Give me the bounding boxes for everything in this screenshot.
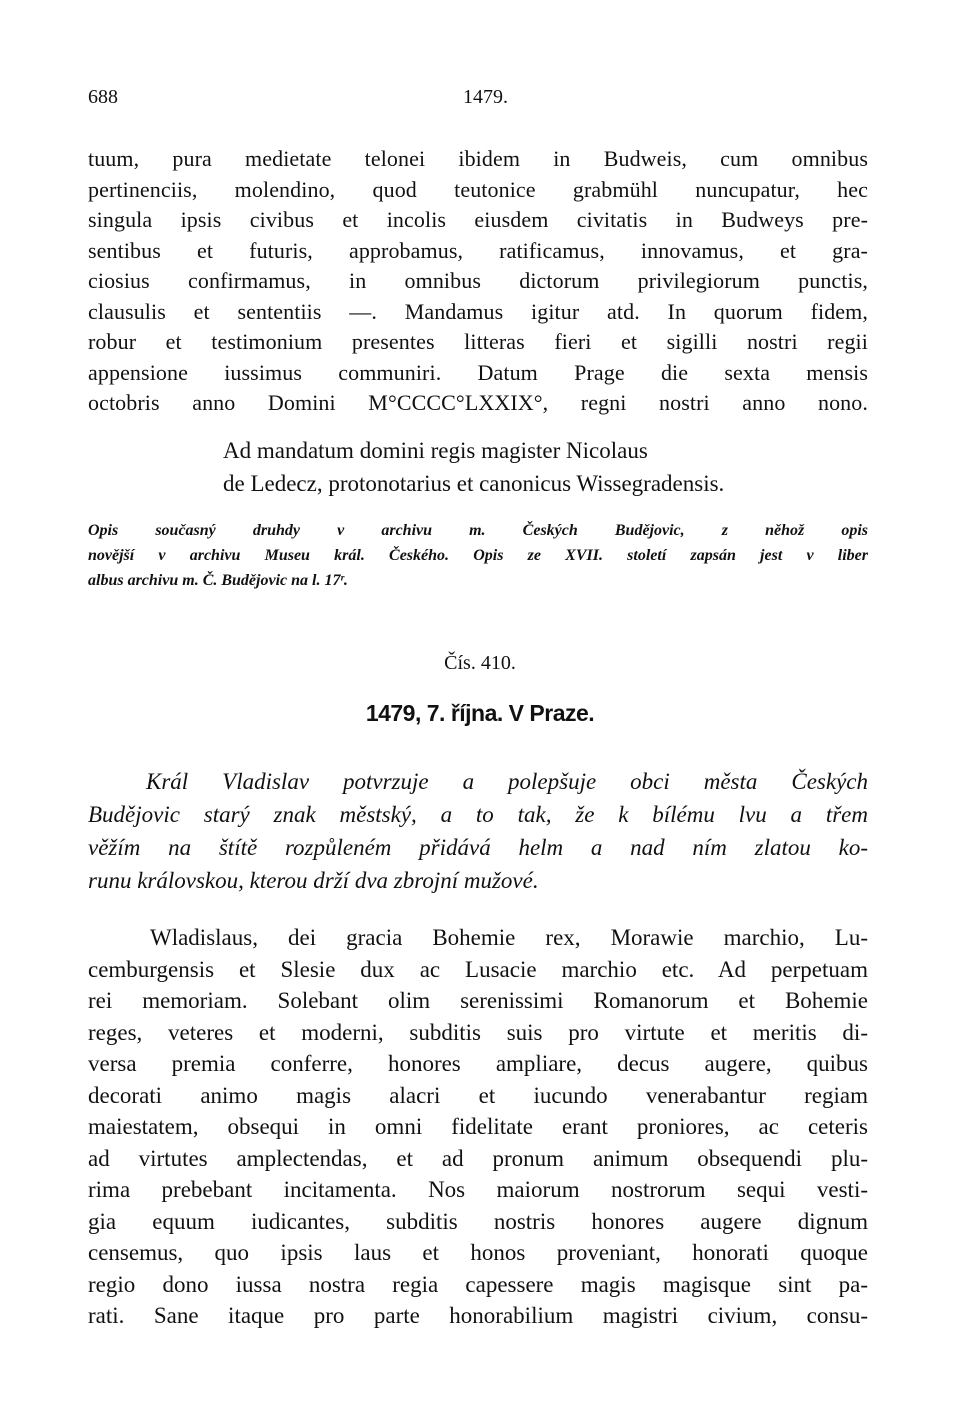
source-note-line: albus archivu m. Č. Budějovic na l. 17ʳ. [88, 572, 348, 589]
previous-document-text [88, 144, 868, 419]
body-line: Wladislaus, dei gracia Bohemie rex, Morawie marchio, Lu- [150, 925, 868, 950]
source-note-line: Opis současný druhdy v archivu m. Českých Budějovic, z něhož opis [88, 522, 868, 539]
running-head-year: 1479. [463, 86, 508, 108]
text-line: sentibus et futuris, approbamus, ratificamus, innovamus, et gra- [88, 237, 868, 263]
body-line: rima prebebant incitamenta. Nos maiorum nostrorum sequi vesti- [88, 1177, 868, 1202]
signature-block [223, 434, 873, 500]
body-line: gia equum iudicantes, subditis nostris honores augere dignum [88, 1208, 868, 1234]
text-line: singula ipsis civibus et incolis eiusdem civitatis in Budweys pre- [88, 207, 868, 232]
body-line: versa premia conferre, honores ampliare, decus augere, quibus [88, 1051, 868, 1076]
document-number: Čís. 410. [444, 652, 516, 674]
body-line: maiestatem, obsequi in omni fidelitate erant proniores, ac ceteris [88, 1114, 868, 1139]
body-line: reges, veteres et moderni, subditis suis pro virtute et meritis di- [88, 1019, 868, 1045]
body-line: regio dono iussa nostra regia capessere magis magisque sint pa- [88, 1271, 868, 1297]
page-number: 688 [88, 86, 118, 108]
body-line: ad virtutes amplectendas, et ad pronum animum obsequendi plu- [88, 1145, 868, 1171]
body-line: rati. Sane itaque pro parte honorabilium magistri civium, consu- [88, 1303, 868, 1328]
regest-line: Budějovic starý znak městský, a to tak, že k bílému lvu a třem [88, 802, 868, 827]
text-line: appensione iussimus communiri. Datum Prage die sexta mensis [88, 359, 868, 385]
body-line: cemburgensis et Slesie dux ac Lusacie marchio etc. Ad perpetuam [88, 956, 868, 982]
regest-line: runu královskou, kterou drží dva zbrojní mužové. [88, 868, 539, 893]
body-line: decorati animo magis alacri et iucundo venerabantur regiam [88, 1082, 868, 1108]
body-line: censemus, quo ipsis laus et honos proveniant, honorati quoque [88, 1240, 868, 1265]
text-line: ciosius confirmamus, in omnibus dictorum privilegiorum punctis, [88, 268, 868, 293]
regest-line: věžím na štítě rozpůleném přidává helm a nad ním zlatou ko- [88, 835, 868, 860]
running-head [88, 86, 868, 116]
signature-line: Ad mandatum domini regis magister Nicolaus [223, 438, 648, 463]
body-line: rei memoriam. Solebant olim serenissimi Romanorum et Bohemie [88, 988, 868, 1013]
regest [88, 765, 868, 897]
source-note [88, 518, 868, 593]
signature-line: de Ledecz, protonotarius et canonicus Wissegradensis. [223, 471, 725, 496]
text-line: tuum, pura medietate telonei ibidem in Budweis, cum omnibus [88, 146, 868, 171]
text-line: robur et testimonium presentes litteras fieri et sigilli nostri regii [88, 329, 868, 354]
text-line: pertinenciis, molendino, quod teutonice grabmühl nuncupatur, hec [88, 176, 868, 202]
source-note-line: novější v archivu Museu král. Českého. Opis ze XVII. století zapsán jest v liber [88, 547, 868, 564]
text-line: clausulis et sententiis —. Mandamus igitur atd. In quorum fidem, [88, 298, 868, 324]
text-line: octobris anno Domini M°CCCC°LXXIX°, regni nostri anno nono. [88, 390, 868, 415]
charter-body-text [88, 922, 868, 1332]
document-date: 1479, 7. října. V Praze. [365, 700, 595, 726]
regest-line: Král Vladislav potvrzuje a polepšuje obci města Českých [146, 769, 868, 794]
